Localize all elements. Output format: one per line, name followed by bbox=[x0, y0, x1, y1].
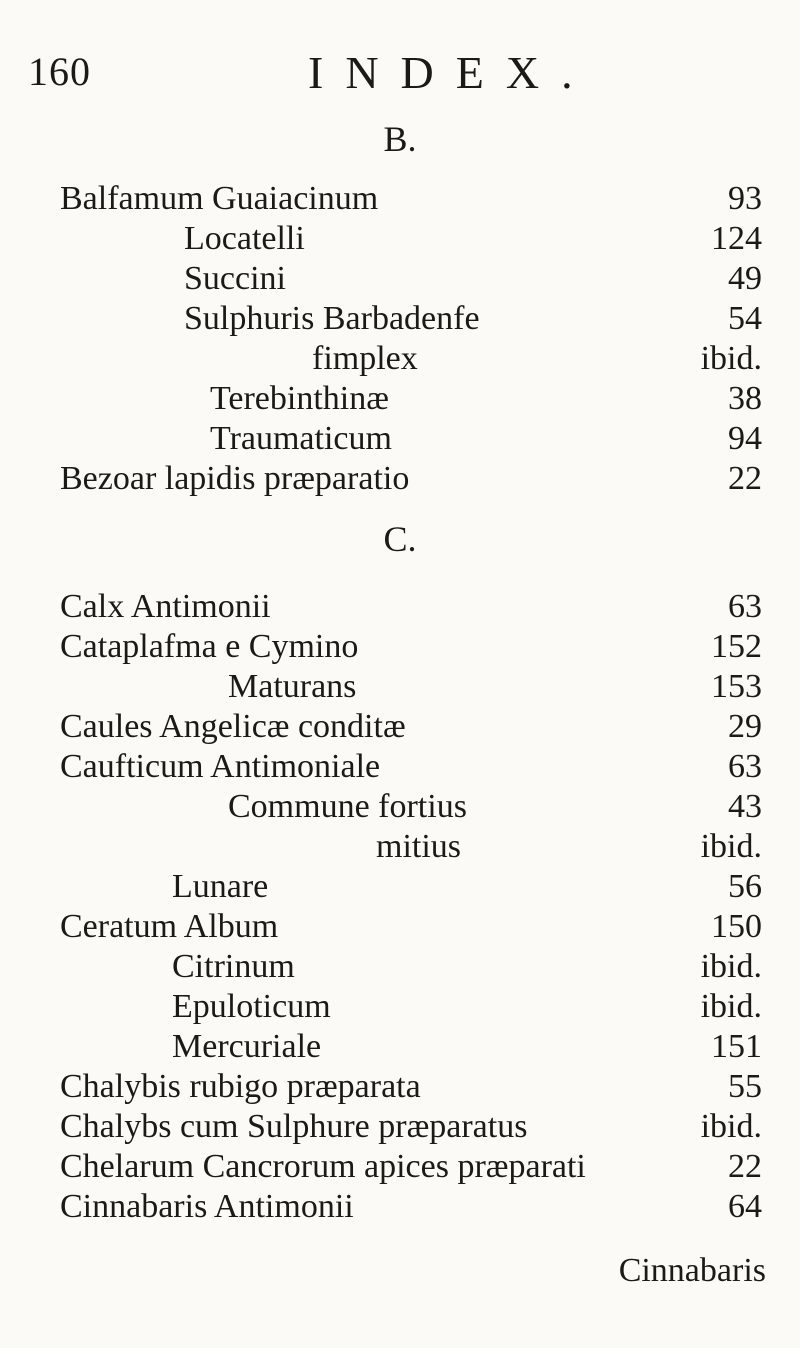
index-entry bbox=[0, 300, 800, 340]
index-entry bbox=[0, 340, 800, 380]
catchword: Cinnabaris bbox=[618, 1252, 766, 1289]
index-entry bbox=[0, 868, 800, 908]
entry-page-ref: ibid. bbox=[700, 948, 762, 985]
index-entry bbox=[0, 1148, 800, 1188]
entry-term: Terebinthinæ bbox=[210, 380, 389, 417]
entry-page-ref: 150 bbox=[711, 908, 762, 945]
entry-page-ref: 55 bbox=[728, 1068, 762, 1105]
entry-page-ref: ibid. bbox=[700, 988, 762, 1025]
entry-page-ref: 29 bbox=[728, 708, 762, 745]
entry-term: Bezoar lapidis præparatio bbox=[60, 460, 410, 497]
index-entry bbox=[0, 748, 800, 788]
index-entry bbox=[0, 180, 800, 220]
entry-term: Maturans bbox=[228, 668, 357, 705]
entry-page-ref: ibid. bbox=[700, 1108, 762, 1145]
index-entry bbox=[0, 628, 800, 668]
entry-term: Chelarum Cancrorum apices præparati bbox=[60, 1148, 586, 1185]
section-letter-b: B. bbox=[383, 119, 417, 159]
entry-term: Chalybs cum Sulphure præparatus bbox=[60, 1108, 528, 1145]
index-entry bbox=[0, 908, 800, 948]
entry-term: Lunare bbox=[172, 868, 269, 905]
entry-term: Ceratum Album bbox=[60, 908, 279, 945]
entry-page-ref: 152 bbox=[711, 628, 762, 665]
index-entry bbox=[0, 1068, 800, 1108]
entry-term: Traumaticum bbox=[210, 420, 392, 457]
index-entry bbox=[0, 1028, 800, 1068]
entry-page-ref: 54 bbox=[728, 300, 762, 337]
index-entry bbox=[0, 988, 800, 1028]
entry-page-ref: 94 bbox=[728, 420, 762, 457]
entry-page-ref: 93 bbox=[728, 180, 762, 217]
entry-page-ref: 22 bbox=[728, 460, 762, 497]
entry-page-ref: 43 bbox=[728, 788, 762, 825]
entry-page-ref: 56 bbox=[728, 868, 762, 905]
entry-page-ref: 124 bbox=[711, 220, 762, 257]
index-entry bbox=[0, 1108, 800, 1148]
entry-page-ref: 153 bbox=[711, 668, 762, 705]
index-entry bbox=[0, 788, 800, 828]
entry-term: Citrinum bbox=[172, 948, 295, 985]
index-entry bbox=[0, 828, 800, 868]
index-entry bbox=[0, 588, 800, 628]
entry-term: Succini bbox=[184, 260, 286, 297]
entry-term: Sulphuris Barbadenfe bbox=[184, 300, 480, 337]
entry-term: Cinnabaris Antimonii bbox=[60, 1188, 354, 1225]
index-entry bbox=[0, 668, 800, 708]
entry-term: Mercuriale bbox=[172, 1028, 322, 1065]
section-letter-c: C. bbox=[383, 519, 417, 559]
page-number: 160 bbox=[28, 49, 91, 94]
entry-term: Locatelli bbox=[184, 220, 305, 257]
entry-term: Caufticum Antimoniale bbox=[60, 748, 381, 785]
entry-page-ref: 49 bbox=[728, 260, 762, 297]
entry-term: fimplex bbox=[312, 340, 418, 377]
entry-term: Calx Antimonii bbox=[60, 588, 271, 625]
entry-term: Chalybis rubigo præparata bbox=[60, 1068, 421, 1105]
entry-term: Balfamum Guaiacinum bbox=[60, 180, 379, 217]
entry-term: Commune fortius bbox=[228, 788, 467, 825]
index-entry bbox=[0, 948, 800, 988]
entry-page-ref: 38 bbox=[728, 380, 762, 417]
index-entry bbox=[0, 380, 800, 420]
running-head: INDEX. bbox=[308, 47, 595, 98]
entry-page-ref: ibid. bbox=[700, 340, 762, 377]
entry-term: Epuloticum bbox=[172, 988, 331, 1025]
entry-term: Caules Angelicæ conditæ bbox=[60, 708, 406, 745]
entry-term: Cataplafma e Cymino bbox=[60, 628, 359, 665]
page-header bbox=[0, 40, 800, 110]
index-entry bbox=[0, 220, 800, 260]
index-entry bbox=[0, 260, 800, 300]
entry-page-ref: 64 bbox=[728, 1188, 762, 1225]
entry-page-ref: ibid. bbox=[700, 828, 762, 865]
entry-page-ref: 63 bbox=[728, 748, 762, 785]
entry-page-ref: 22 bbox=[728, 1148, 762, 1185]
index-entry bbox=[0, 460, 800, 500]
entry-page-ref: 151 bbox=[711, 1028, 762, 1065]
index-entry bbox=[0, 420, 800, 460]
entry-page-ref: 63 bbox=[728, 588, 762, 625]
index-entry bbox=[0, 708, 800, 748]
index-entry bbox=[0, 1188, 800, 1228]
entry-term: mitius bbox=[376, 828, 462, 865]
